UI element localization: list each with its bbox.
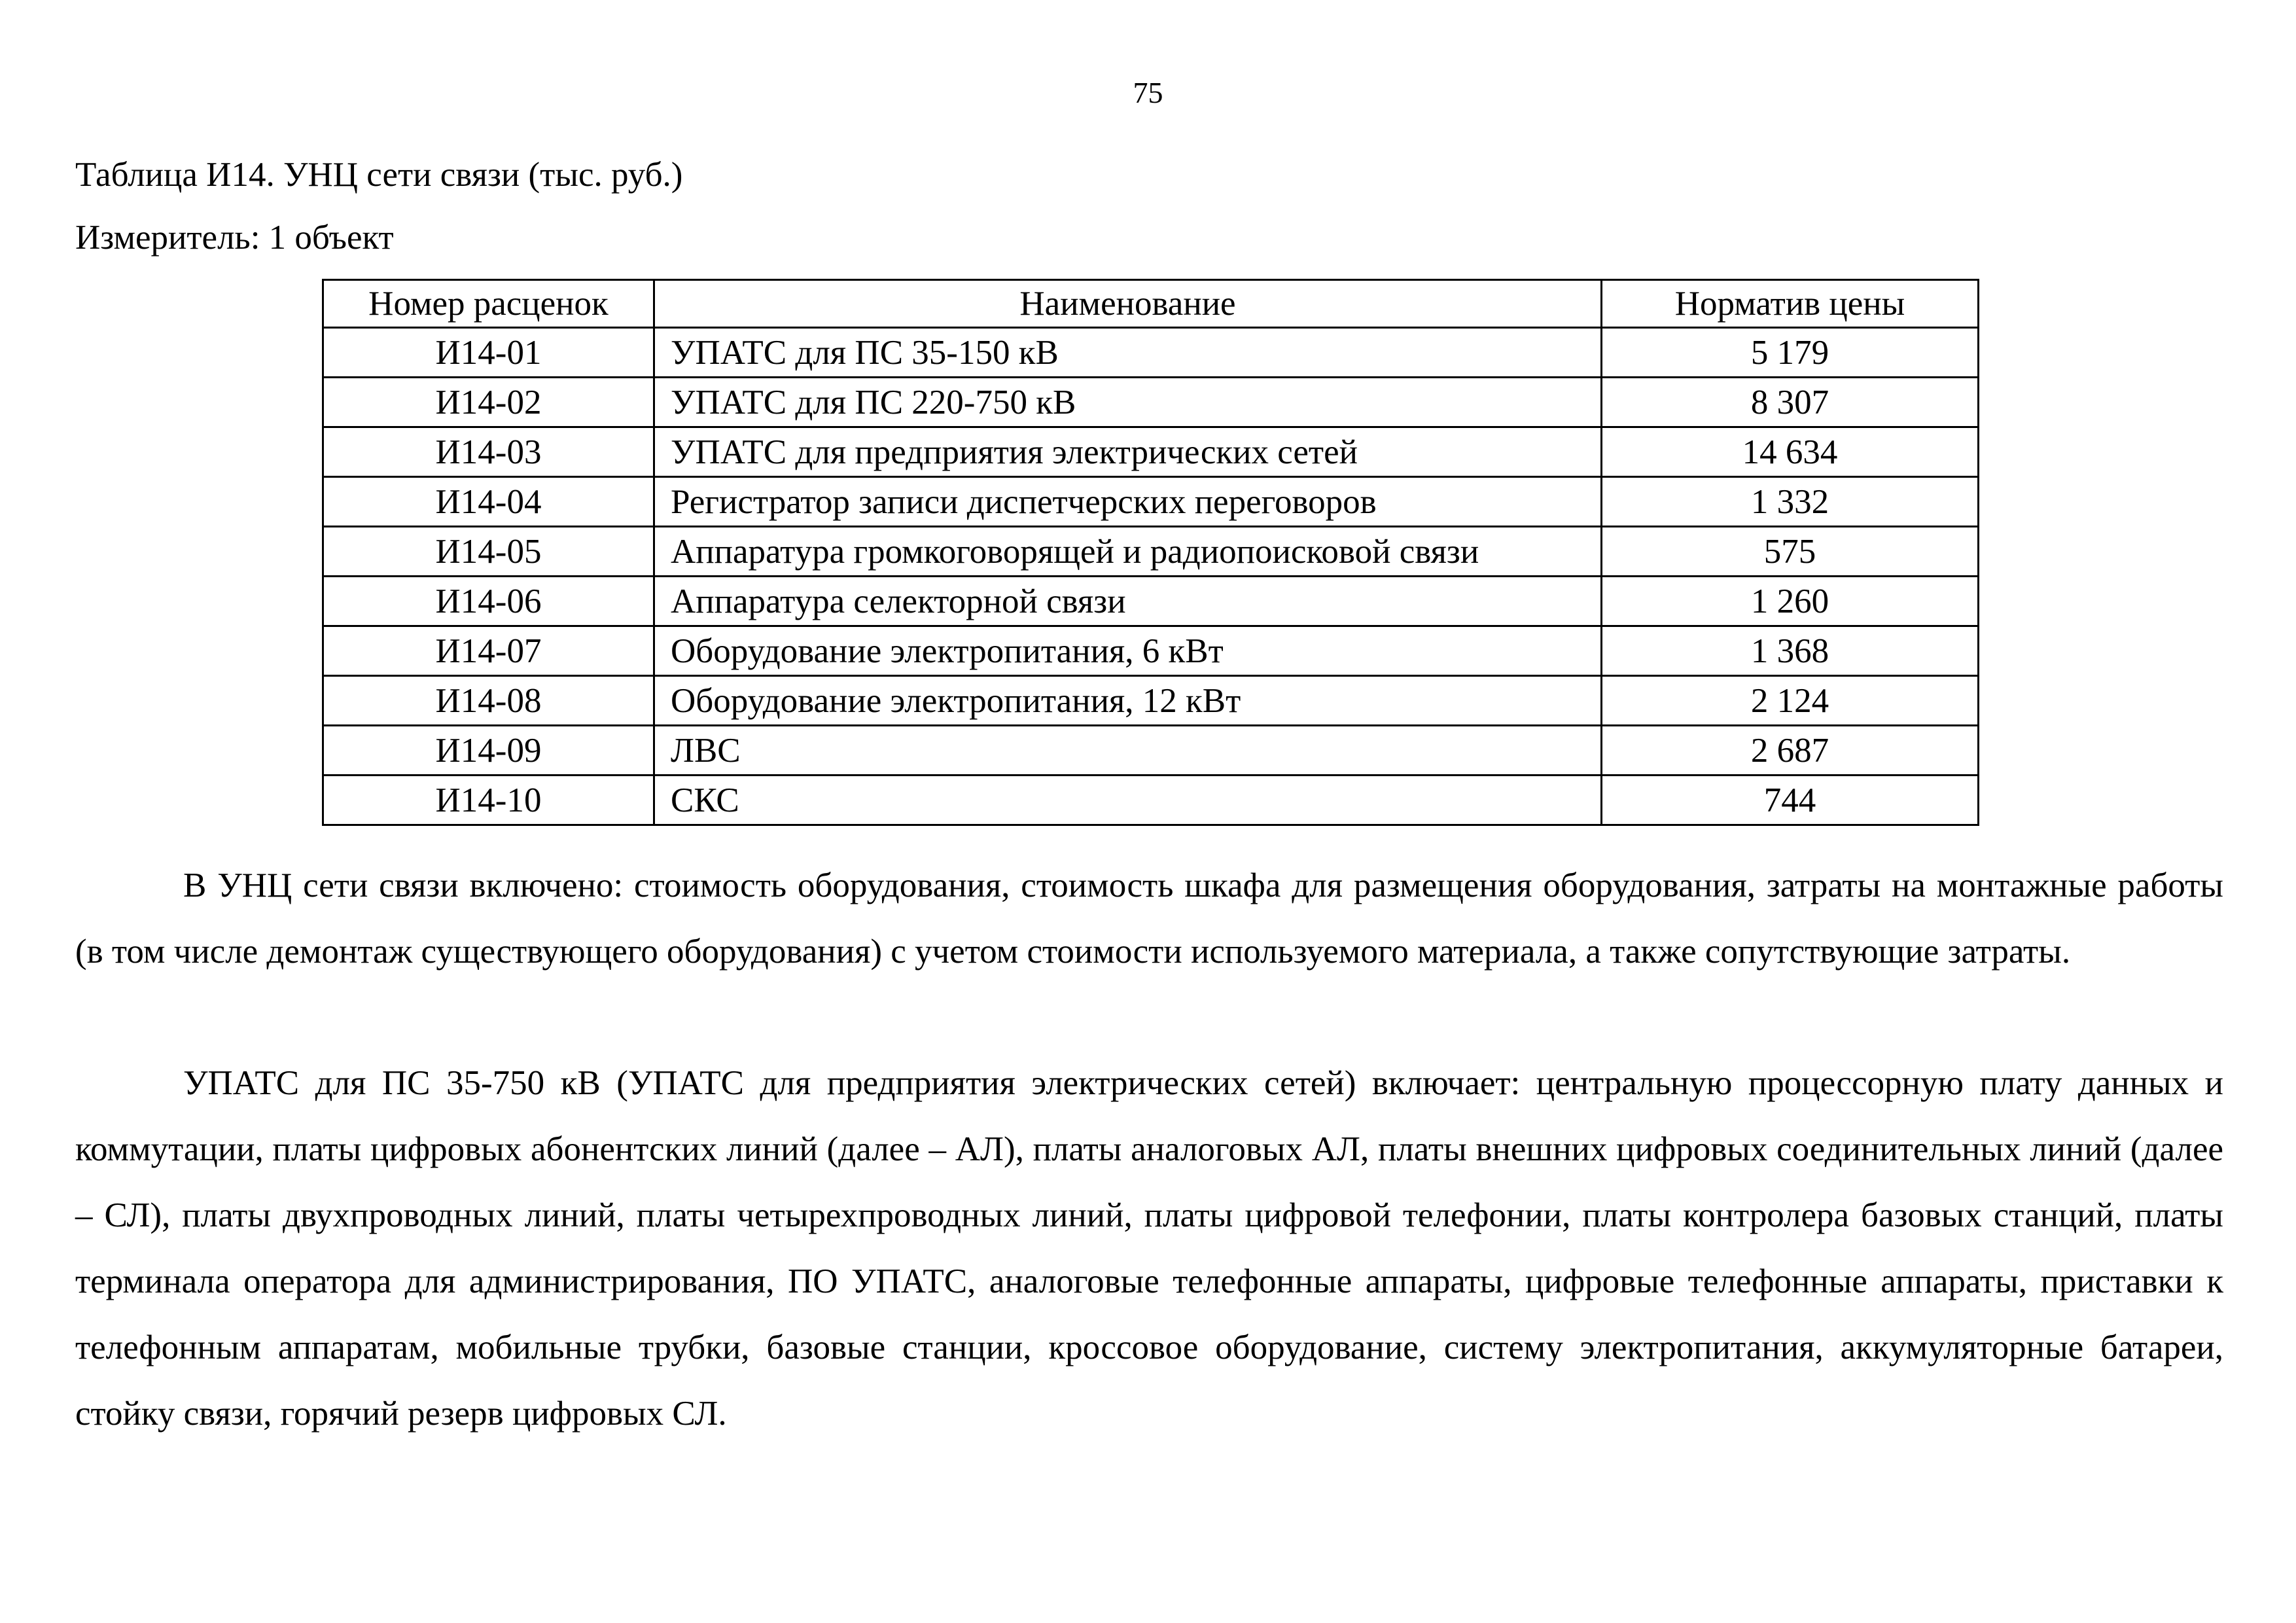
cell-name: Оборудование электропитания, 6 кВт (654, 626, 1602, 676)
cell-code: И14-03 (323, 427, 654, 477)
cell-name: Аппаратура громкоговорящей и радиопоисковой связи (654, 527, 1602, 577)
cell-price: 5 179 (1602, 328, 1979, 378)
cell-price: 2 124 (1602, 676, 1979, 726)
cell-name: Регистратор записи диспетчерских переговоров (654, 477, 1602, 527)
cell-price: 8 307 (1602, 378, 1979, 427)
cell-price: 14 634 (1602, 427, 1979, 477)
cell-price: 1 368 (1602, 626, 1979, 676)
price-table (322, 279, 1979, 826)
header-price: Норматив цены (1602, 280, 1979, 328)
paragraph-included-costs: В УНЦ сети связи включено: стоимость оборудования, стоимость шкафа для размещения оборудования, затраты на монтажные работы (в том числе демонтаж существующего оборудования) с учетом стоимости используемого материала, а также сопутствующие затраты. (75, 866, 2223, 971)
cell-name: УПАТС для предприятия электрических сетей (654, 427, 1602, 477)
cell-code: И14-10 (323, 776, 654, 825)
table-row (323, 328, 1979, 378)
cell-code: И14-06 (323, 577, 654, 626)
table-row (323, 577, 1979, 626)
cell-name: УПАТС для ПС 35-150 кВ (654, 328, 1602, 378)
table-header-row (323, 280, 1979, 328)
table-unit: Измеритель: 1 объект (75, 219, 394, 257)
page-number: 75 (1133, 76, 1163, 109)
cell-code: И14-07 (323, 626, 654, 676)
table-row (323, 477, 1979, 527)
cell-name: ЛВС (654, 726, 1602, 776)
table-title: Таблица И14. УНЦ сети связи (тыс. руб.) (75, 156, 683, 194)
table-row (323, 626, 1979, 676)
cell-code: И14-01 (323, 328, 654, 378)
cell-price: 2 687 (1602, 726, 1979, 776)
cell-price: 1 260 (1602, 577, 1979, 626)
cell-code: И14-08 (323, 676, 654, 726)
cell-price: 575 (1602, 527, 1979, 577)
header-code: Номер расценок (323, 280, 654, 328)
cell-price: 744 (1602, 776, 1979, 825)
table-row (323, 726, 1979, 776)
cell-name: Аппаратура селекторной связи (654, 577, 1602, 626)
cell-price: 1 332 (1602, 477, 1979, 527)
paragraph-upats-composition: УПАТС для ПС 35-750 кВ (УПАТС для предприятия электрических сетей) включает: центральную процессорную плату данных и коммутации, платы цифровых абонентских линий (далее – АЛ), платы аналоговых АЛ, платы внешних цифровых соединительных линий (далее – СЛ), платы двухпроводных линий, платы четырехпроводных линий, платы цифровой телефонии, платы контролера базовых станций, платы терминала оператора для администрирования, ПО УПАТС, аналоговые телефонные аппараты, цифровые телефонные аппараты, приставки к телефонным аппаратам, мобильные трубки, базовые станции, кроссовое оборудование, систему электропитания, аккумуляторные батареи, стойку связи, горячий резерв цифровых СЛ. (75, 1064, 2223, 1433)
cell-code: И14-09 (323, 726, 654, 776)
table-row (323, 676, 1979, 726)
table-row (323, 776, 1979, 825)
table-row (323, 427, 1979, 477)
cell-code: И14-05 (323, 527, 654, 577)
cell-name: СКС (654, 776, 1602, 825)
cell-code: И14-04 (323, 477, 654, 527)
cell-name: Оборудование электропитания, 12 кВт (654, 676, 1602, 726)
table-row (323, 378, 1979, 427)
cell-code: И14-02 (323, 378, 654, 427)
cell-name: УПАТС для ПС 220-750 кВ (654, 378, 1602, 427)
header-name: Наименование (654, 280, 1602, 328)
table-row (323, 527, 1979, 577)
